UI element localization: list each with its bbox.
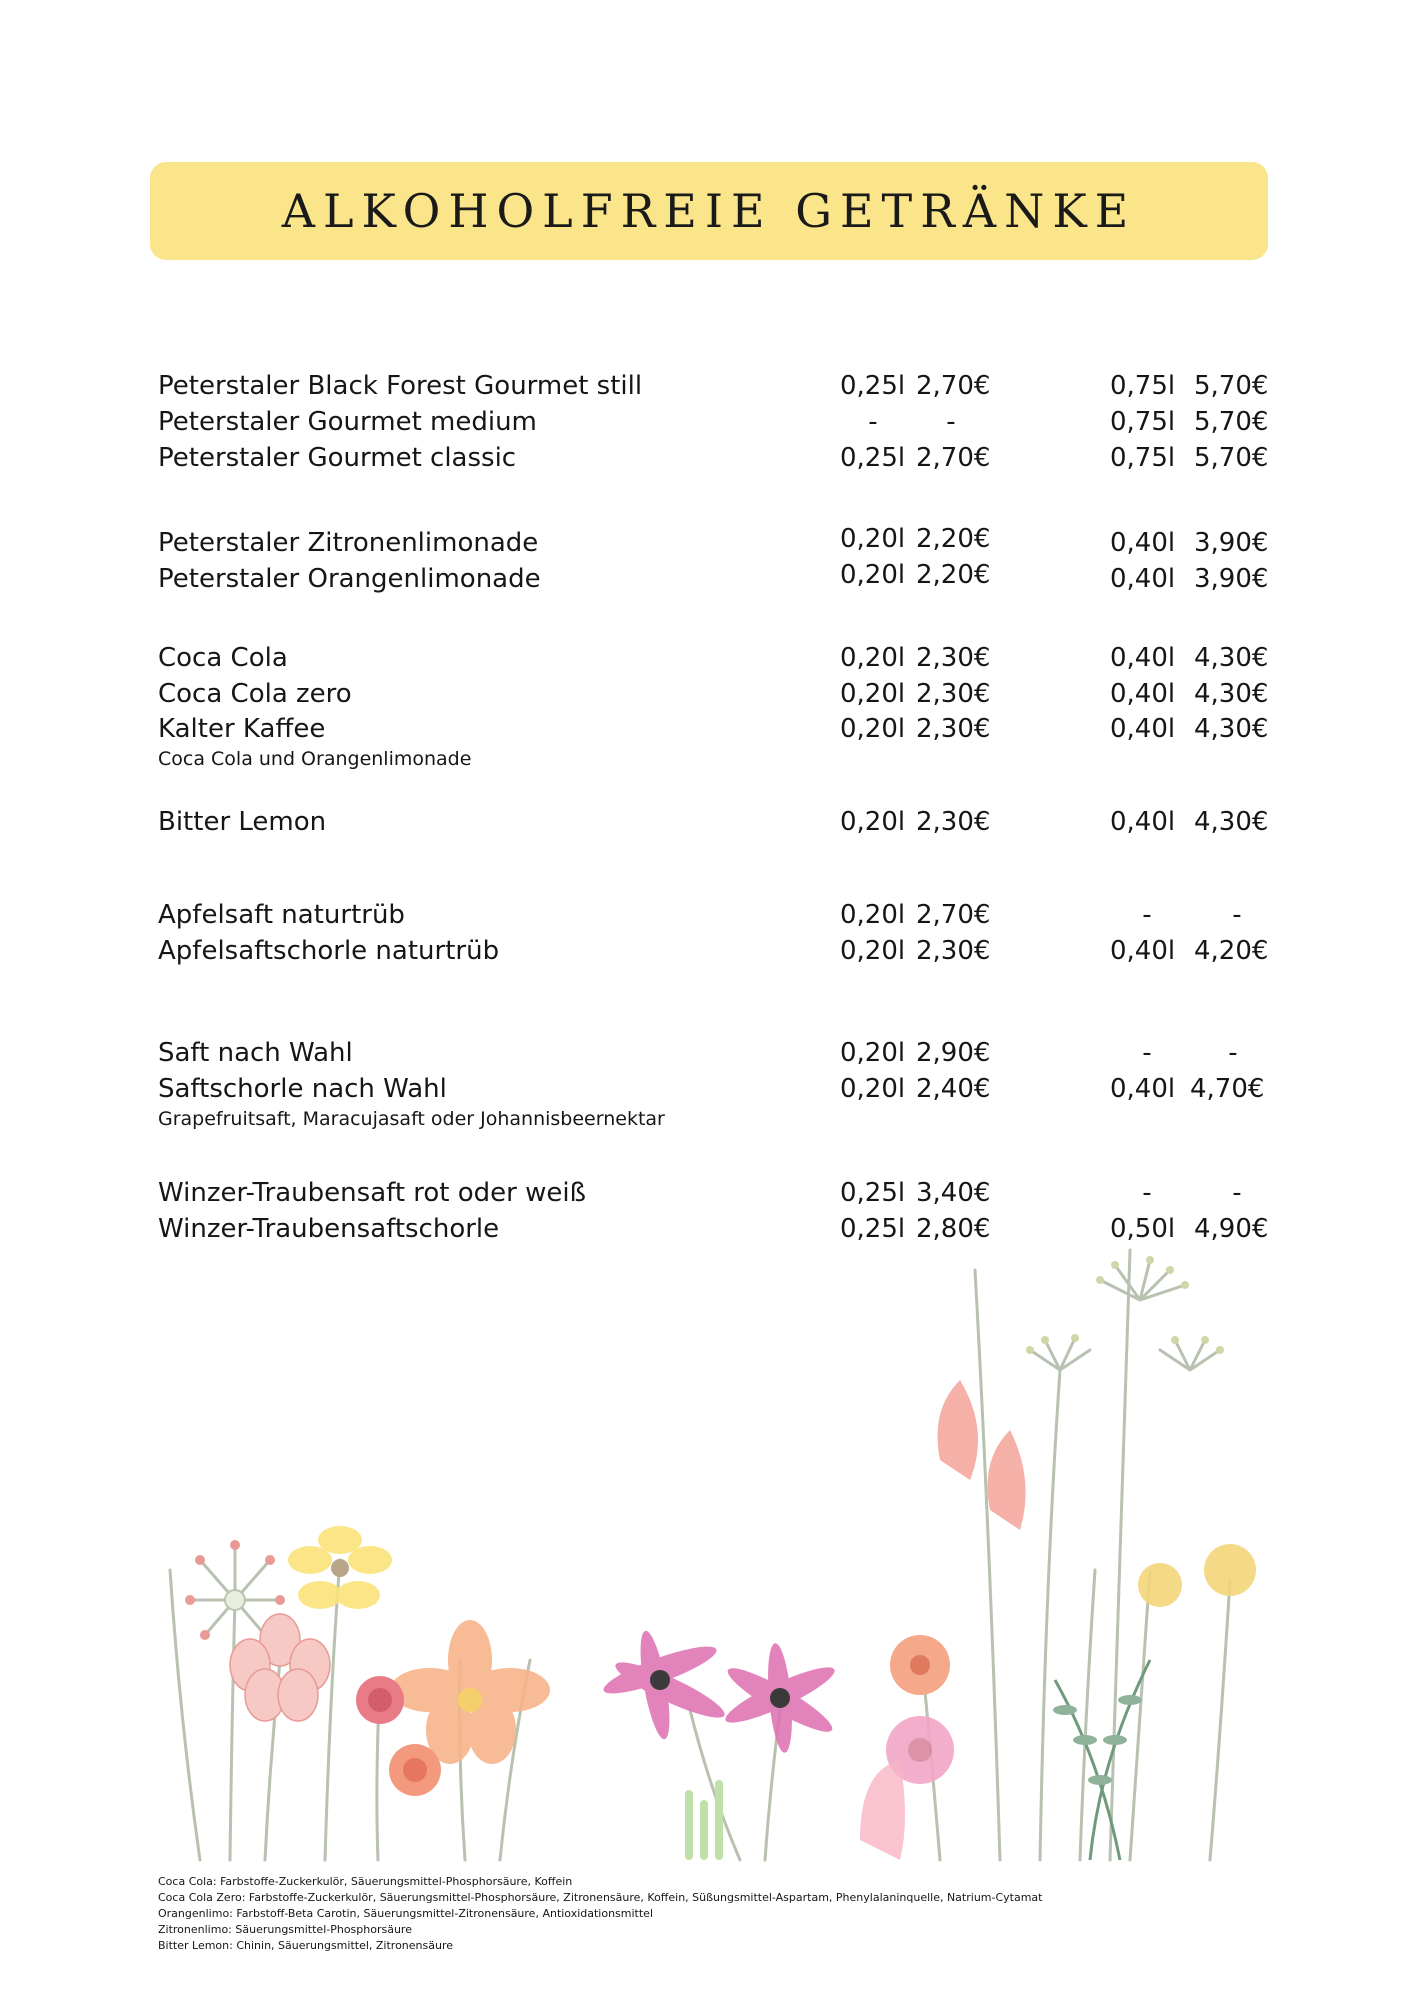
- item-volume-large: 0,40l: [1110, 1074, 1176, 1104]
- item-volume-large: -: [1142, 1038, 1152, 1068]
- item-name: Saftschorle nach Wahl: [158, 1074, 447, 1104]
- item-price-small: 2,20€: [916, 560, 991, 590]
- item-volume-small: 0,20l: [840, 936, 906, 966]
- item-volume-small: 0,25l: [840, 371, 906, 401]
- item-name: Peterstaler Gourmet classic: [158, 443, 517, 473]
- wildflower-illustration: [140, 1240, 1270, 1880]
- menu-item: [0, 643, 1414, 683]
- item-price-large: 3,90€: [1194, 528, 1269, 558]
- item-price-small: 2,40€: [916, 1074, 991, 1104]
- item-volume-small: 0,25l: [840, 443, 906, 473]
- item-price-large: 4,30€: [1194, 643, 1269, 673]
- item-price-large: 4,90€: [1194, 1214, 1269, 1244]
- item-volume-small: 0,20l: [840, 679, 906, 709]
- item-volume-large: 0,75l: [1110, 443, 1176, 473]
- item-price-small: 2,30€: [916, 936, 991, 966]
- item-price-large: -: [1232, 900, 1242, 930]
- item-volume-small: 0,20l: [840, 900, 906, 930]
- item-name: Peterstaler Black Forest Gourmet still: [158, 371, 643, 401]
- item-volume-small: 0,20l: [840, 714, 906, 744]
- item-name: Peterstaler Zitronenlimonade: [158, 528, 539, 558]
- item-volume-small: 0,25l: [840, 1214, 906, 1244]
- item-price-small: 2,90€: [916, 1038, 991, 1068]
- item-price-large: -: [1232, 1178, 1242, 1208]
- item-volume-large: 0,40l: [1110, 714, 1176, 744]
- item-name: Winzer-Traubensaft rot oder weiß: [158, 1178, 586, 1208]
- item-price-large: 4,30€: [1194, 714, 1269, 744]
- note-line: Orangenlimo: Farbstoff-Beta Carotin, Säuerungsmittel-Zitronensäure, Antioxidationsmittel: [158, 1907, 654, 1920]
- item-price-large: 4,70€: [1190, 1074, 1265, 1104]
- item-volume-large: 0,40l: [1110, 564, 1176, 594]
- menu-item: [0, 1178, 1414, 1218]
- item-name: Peterstaler Orangenlimonade: [158, 564, 541, 594]
- page-title: ALKOHOLFREIE GETRÄNKE: [281, 184, 1137, 238]
- item-volume-small: 0,20l: [840, 1074, 906, 1104]
- item-volume-small: 0,20l: [840, 643, 906, 673]
- item-price-large: 4,30€: [1194, 807, 1269, 837]
- item-price-small: 2,70€: [916, 371, 991, 401]
- item-volume-large: -: [1142, 900, 1152, 930]
- item-price-small: 2,30€: [916, 679, 991, 709]
- item-volume-large: 0,40l: [1110, 528, 1176, 558]
- note-line: Zitronenlimo: Säuerungsmittel-Phosphorsäure: [158, 1923, 412, 1936]
- item-volume-large: 0,75l: [1110, 407, 1176, 437]
- item-price-small: 2,30€: [916, 643, 991, 673]
- note-line: Coca Cola Zero: Farbstoffe-Zuckerkulör, Säuerungsmittel-Phosphorsäure, Zitronensäure, Koffein, Süßungsmittel-Aspartam, Phenylalaninquelle, Natrium-Cytamat: [158, 1891, 1043, 1904]
- item-price-small: 2,70€: [916, 443, 991, 473]
- item-volume-small: 0,20l: [840, 1038, 906, 1068]
- item-description: Grapefruitsaft, Maracujasaft oder Johannisbeernektar: [158, 1108, 665, 1130]
- item-description: Coca Cola und Orangenlimonade: [158, 748, 472, 770]
- item-volume-small: 0,25l: [840, 1178, 906, 1208]
- item-price-small: 3,40€: [916, 1178, 991, 1208]
- item-price-large: 5,70€: [1194, 371, 1269, 401]
- item-volume-large: -: [1142, 1178, 1152, 1208]
- menu-item: [0, 560, 1414, 604]
- item-name: Bitter Lemon: [158, 807, 327, 837]
- item-name: Apfelsaftschorle naturtrüb: [158, 936, 500, 966]
- menu-item: [0, 936, 1414, 976]
- item-volume-large: 0,75l: [1110, 371, 1176, 401]
- item-name: Saft nach Wahl: [158, 1038, 353, 1068]
- menu-item: [0, 679, 1414, 719]
- item-name: Coca Cola zero: [158, 679, 352, 709]
- note-line: Bitter Lemon: Chinin, Säuerungsmittel, Zitronensäure: [158, 1939, 454, 1952]
- item-price-large: 4,20€: [1194, 936, 1269, 966]
- item-price-small: 2,20€: [916, 524, 991, 554]
- item-volume-small: -: [868, 407, 878, 437]
- item-volume-large: 0,40l: [1110, 807, 1176, 837]
- item-price-small: 2,80€: [916, 1214, 991, 1244]
- item-volume-large: 0,40l: [1110, 643, 1176, 673]
- item-price-large: 3,90€: [1194, 564, 1269, 594]
- item-volume-large: 0,40l: [1110, 679, 1176, 709]
- item-price-small: 2,70€: [916, 900, 991, 930]
- title-banner: [150, 162, 1268, 260]
- item-name: Winzer-Traubensaftschorle: [158, 1214, 500, 1244]
- menu-item: [0, 1038, 1414, 1078]
- item-name: Peterstaler Gourmet medium: [158, 407, 537, 437]
- item-price-large: 4,30€: [1194, 679, 1269, 709]
- note-line: Coca Cola: Farbstoffe-Zuckerkulör, Säuerungsmittel-Phosphorsäure, Koffein: [158, 1875, 573, 1888]
- additives-notes: [158, 1874, 1043, 1954]
- item-name: Apfelsaft naturtrüb: [158, 900, 405, 930]
- menu-item: [0, 807, 1414, 847]
- item-volume-small: 0,20l: [840, 560, 906, 590]
- item-price-small: -: [946, 407, 956, 437]
- item-name: Coca Cola: [158, 643, 288, 673]
- item-volume-small: 0,20l: [840, 524, 906, 554]
- item-volume-small: 0,20l: [840, 807, 906, 837]
- item-price-large: 5,70€: [1194, 407, 1269, 437]
- item-price-large: 5,70€: [1194, 443, 1269, 473]
- item-price-small: 2,30€: [916, 807, 991, 837]
- item-volume-large: 0,40l: [1110, 936, 1176, 966]
- item-price-small: 2,30€: [916, 714, 991, 744]
- menu-item: [0, 900, 1414, 940]
- menu-item: [0, 407, 1414, 447]
- item-volume-large: 0,50l: [1110, 1214, 1176, 1244]
- menu-item: [0, 524, 1414, 568]
- item-name: Kalter Kaffee: [158, 714, 326, 744]
- menu-item: [0, 371, 1414, 411]
- item-price-large: -: [1228, 1038, 1238, 1068]
- menu-item: [0, 443, 1414, 483]
